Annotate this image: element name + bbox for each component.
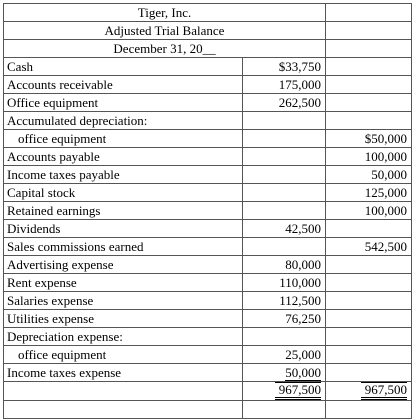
account-name: office equipment [4,346,243,364]
credit-amount: 542,500 [326,238,412,256]
account-name: Office equipment [4,94,243,112]
account-name: Dividends [4,220,243,238]
account-name: Salaries expense [4,292,243,310]
account-name: Income taxes expense [4,364,243,382]
statement-title: Adjusted Trial Balance [4,22,326,40]
table-row [4,166,412,184]
table-row [4,364,412,382]
account-name: Depreciation expense: [4,328,243,346]
debit-amount [243,328,326,346]
table-row [4,112,412,130]
header-title-row [4,22,412,40]
totals-row [4,382,412,401]
debit-amount [243,148,326,166]
header-company-row [4,4,412,22]
account-name: Advertising expense [4,256,243,274]
table-row [4,238,412,256]
account-name: Retained earnings [4,202,243,220]
account-name: Rent expense [4,274,243,292]
trial-balance-document [3,3,412,419]
account-name: Accounts payable [4,148,243,166]
table-row [4,130,412,148]
table-row [4,292,412,310]
account-name: Sales commissions earned [4,238,243,256]
table-row [4,220,412,238]
company-name: Tiger, Inc. [4,4,326,22]
debit-amount: 262,500 [243,94,326,112]
account-name: Cash [4,58,243,76]
debit-amount [243,184,326,202]
account-name: office equipment [4,130,243,148]
debit-amount [243,166,326,184]
debit-amount: 80,000 [243,256,326,274]
totals-label [4,382,243,401]
credit-amount: 100,000 [326,148,412,166]
table-row [4,310,412,328]
statement-date: December 31, 20__ [4,40,326,58]
credit-amount [326,310,412,328]
debit-amount [243,130,326,148]
debit-amount [243,112,326,130]
debit-amount: 76,250 [243,310,326,328]
table-row [4,58,412,76]
last-debit-underlined: 50,000 [285,364,321,380]
account-name: Accumulated depreciation: [4,112,243,130]
table-row [4,184,412,202]
debit-amount: 175,000 [243,76,326,94]
account-name: Utilities expense [4,310,243,328]
credit-amount: $50,000 [326,130,412,148]
debit-amount: $33,750 [243,58,326,76]
table-row [4,328,412,346]
debit-amount: 110,000 [243,274,326,292]
table-row [4,256,412,274]
table-row [4,274,412,292]
credit-amount [326,346,412,364]
credit-amount [326,328,412,346]
debit-total: 967,500 [275,382,321,400]
blank-row [4,401,412,419]
table-row [4,94,412,112]
table-row [4,202,412,220]
debit-amount: 25,000 [243,346,326,364]
credit-amount [326,274,412,292]
table-row [4,76,412,94]
credit-amount: 100,000 [326,202,412,220]
credit-total-cell [326,382,412,401]
header-date-row [4,40,412,58]
debit-amount [243,364,326,382]
debit-amount: 42,500 [243,220,326,238]
account-name: Accounts receivable [4,76,243,94]
credit-amount [326,292,412,310]
credit-amount [326,256,412,274]
credit-amount: 50,000 [326,166,412,184]
account-name: Income taxes payable [4,166,243,184]
credit-amount [326,364,412,382]
account-name: Capital stock [4,184,243,202]
table-row [4,148,412,166]
credit-total: 967,500 [361,382,407,400]
table-row [4,346,412,364]
trial-balance-table [3,3,412,419]
debit-amount: 112,500 [243,292,326,310]
credit-amount [326,94,412,112]
debit-total-cell [243,382,326,401]
debit-amount [243,238,326,256]
credit-amount [326,76,412,94]
credit-amount [326,58,412,76]
credit-amount [326,220,412,238]
credit-amount: 125,000 [326,184,412,202]
credit-amount [326,112,412,130]
debit-amount [243,202,326,220]
